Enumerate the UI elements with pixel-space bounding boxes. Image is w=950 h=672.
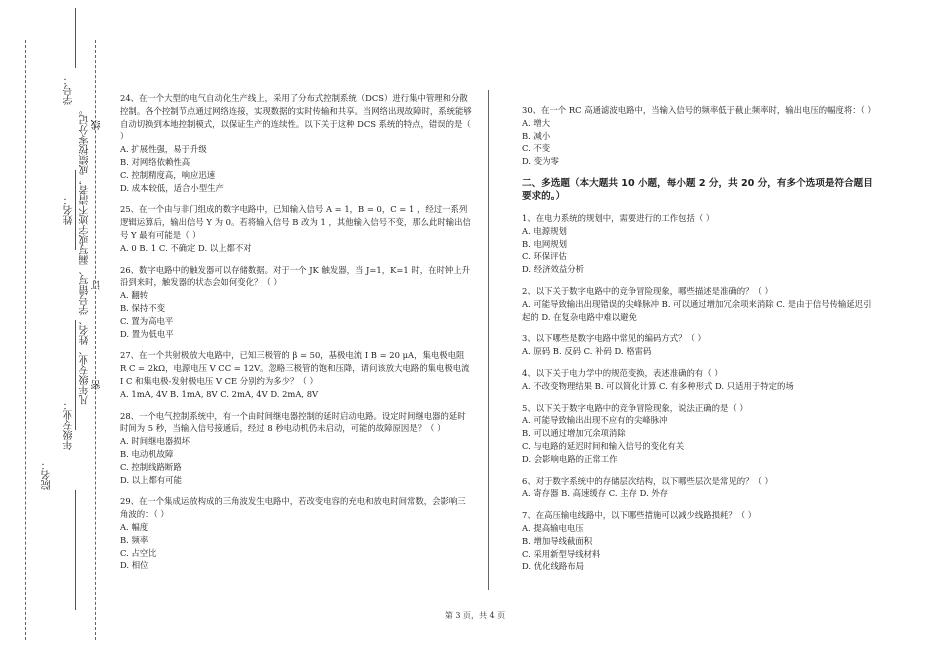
option: A. 扩展性强，易于升级 [120,144,207,155]
mc-question-4 [522,367,877,393]
option: A. 原码 B. 反码 C. 补码 D. 格雷码 [522,346,652,357]
option: B. 增加导线截面积 [522,535,593,546]
underline-student-id [75,8,76,68]
section-2-title: 二、多选题（本大题共 10 小题，每小题 2 分，共 20 分，有多个选项是符合题目要求的。） [522,177,873,203]
seal-ding-mark: 订 [92,280,103,290]
page-footer: 第 3 页，共 4 页 [444,611,506,620]
option: B. 保持不变 [120,302,165,313]
question-stem: 24、在一个大型的电气自动化生产线上，采用了分布式控制系统（DCS）进行集中管理和分散控制。各个控制节点通过网络连接，实现数据的实时传输和共享。当网络出现故障时，系统能够自动切换到本地控制模式，以保证生产的连续性。以下关于这种 DCS 系统的特点，错误的是（ ） [120,93,472,142]
question-stem: 25、在一个由与非门组成的数字电路中，已知输入信号 A = 1，B = 0，C = 1 ，经过一系列逻辑运算后，输出信号 Y 为 0。若将输入信号 B 改为 1 ，其他输入信号不变，那么此时输出信号 Y 最有可能是（ ） [120,204,471,240]
mc-question-6 [522,475,877,501]
question-28 [120,410,472,487]
option: B. 可以通过增加冗余项消除 [522,428,626,439]
option: B. 电动机故障 [120,448,174,459]
option: B. 电网规划 [522,238,567,249]
option: C. 不变 [522,143,551,154]
mc-question-1 [522,212,877,276]
option: B. 减小 [522,130,551,141]
option: A. 提高输电电压 [522,522,584,533]
option: A. 可能导致输出出现错误的尖峰脉冲 B. 可以通过增加冗余项来消除 C. 是由于信号传输延迟引起的 D. 在复杂电路中难以避免 [522,298,872,322]
option: C. 与电路的延迟时间和输入信号的变化有关 [522,440,685,451]
underline-school [75,490,76,610]
dashed-line-inner [95,40,96,640]
option: A. 不改变物理结果 B. 可以简化计算 C. 有多种形式 D. 只适用于特定的场 [522,380,794,391]
question-26 [120,264,472,341]
left-column [120,92,472,581]
option: D. 相位 [120,560,149,571]
option: A. 可能导致输出出现不应有的尖峰脉冲 [522,415,668,426]
student-id-label: 学号： [64,75,75,105]
option: D. 优化线路布局 [522,561,584,572]
binding-notice: 凡年级专业、姓名、学号错写、漏写或字迹不清者，成绩按零分记。 [80,105,91,405]
mc-question-5 [522,402,877,466]
option: C. 环保评估 [522,251,567,262]
seal-line-mark: 线 [92,120,103,130]
option: C. 置为高电平 [120,315,174,326]
question-25 [120,203,472,254]
option: A. 翻转 [120,290,149,301]
question-stem: 30、在一个 RC 高通滤波电路中，当输入信号的频率低于截止频率时，输出电压的幅度将：（ ） [522,105,876,115]
option: D. 经济效益分析 [522,264,584,275]
question-stem: 4、以下关于电力学中的规范变换，表述准确的有（ ） [522,367,723,378]
question-27 [120,349,472,400]
name-label: 姓名： [64,195,75,225]
option: A. 电源规划 [522,225,567,236]
question-stem: 3、以下哪些是数字电路中常见的编码方式？（ ） [522,333,706,344]
question-stem: 7、在高压输电线路中，以下哪些措施可以减少线路损耗？（ ） [522,510,757,521]
column-divider [488,90,489,590]
option: B. 对网络依赖性高 [120,156,191,167]
option: D. 以上都有可能 [120,474,182,485]
option: D. 置为低电平 [120,328,174,339]
right-column [522,104,877,582]
option: C. 占空比 [120,547,157,558]
question-30 [522,104,877,168]
option: B. 频率 [120,534,149,545]
binding-strip [0,0,110,672]
option: C. 控制精度高，响应迅速 [120,169,216,180]
question-stem: 1、在电力系统的规划中，需要进行的工作包括（ ） [522,212,715,223]
option: A. 时间继电器损坏 [120,436,190,447]
question-stem: 28、一个电气控制系统中，有一个由时间继电器控制的延时启动电路。设定时间继电器的延时时间为 5 秒，当输入信号接通后，经过 8 秒电动机仍未启动，可能的故障原因是？（ ） [120,410,466,434]
question-stem: 6、对于数字系统中的存储层次结构，以下哪些层次是常见的？（ ） [522,475,773,486]
option: A. 增大 [522,117,551,128]
option: A. 1mA, 4V B. 1mA, 8V C. 2mA, 4V D. 2mA, 8V [120,388,319,399]
option: A. 寄存器 B. 高速缓存 C. 主存 D. 外存 [522,488,669,499]
question-24 [120,92,472,194]
question-stem: 5、以下关于数字电路中的竞争冒险现象，说法正确的是（ ） [522,402,748,413]
option: C. 控制线路断路 [120,461,182,472]
seal-mi-mark: 密 [92,380,103,390]
mc-question-3 [522,332,877,358]
option: C. 采用新型导线材料 [522,548,601,559]
option: D. 会影响电路的正常工作 [522,453,618,464]
option: A. 幅度 [120,521,149,532]
question-stem: 26、数字电路中的触发器可以存储数据。对于一个 JK 触发器，当 J=1，K=1 时，在时钟上升沿到来时，触发器的状态会如何变化？（ ） [120,264,470,288]
major-label: 年级专业： [64,400,75,450]
question-29 [120,495,472,572]
question-stem: 27、在一个共射极放大电路中，已知三极管的 β = 50，基极电流 I B = 20 μA，集电极电阻 R C = 2kΩ，电源电压 V CC = 12V。忽略三极管的饱和压降，请问该放大电路的集电极电流 I C 和集电极-发射极电压 V CE 分别约为多少？（ ） [120,350,470,386]
option: D. 成本较低，适合小型生产 [120,182,224,193]
option: D. 变为零 [522,156,559,167]
mc-question-7 [522,509,877,573]
question-stem: 2、以下关于数字电路中的竞争冒险现象，哪些描述是准确的？（ ） [522,285,773,296]
dashed-line-outer [25,40,26,640]
school-label: 院名： [42,460,53,490]
question-stem: 29、在一个集成运放构成的三角波发生电路中，若改变电容的充电和放电时间常数，会影响三角波的：（ ） [120,496,466,520]
option: A. 0 B. 1 C. 不确定 D. 以上都不对 [120,242,252,253]
mc-question-2 [522,285,877,323]
